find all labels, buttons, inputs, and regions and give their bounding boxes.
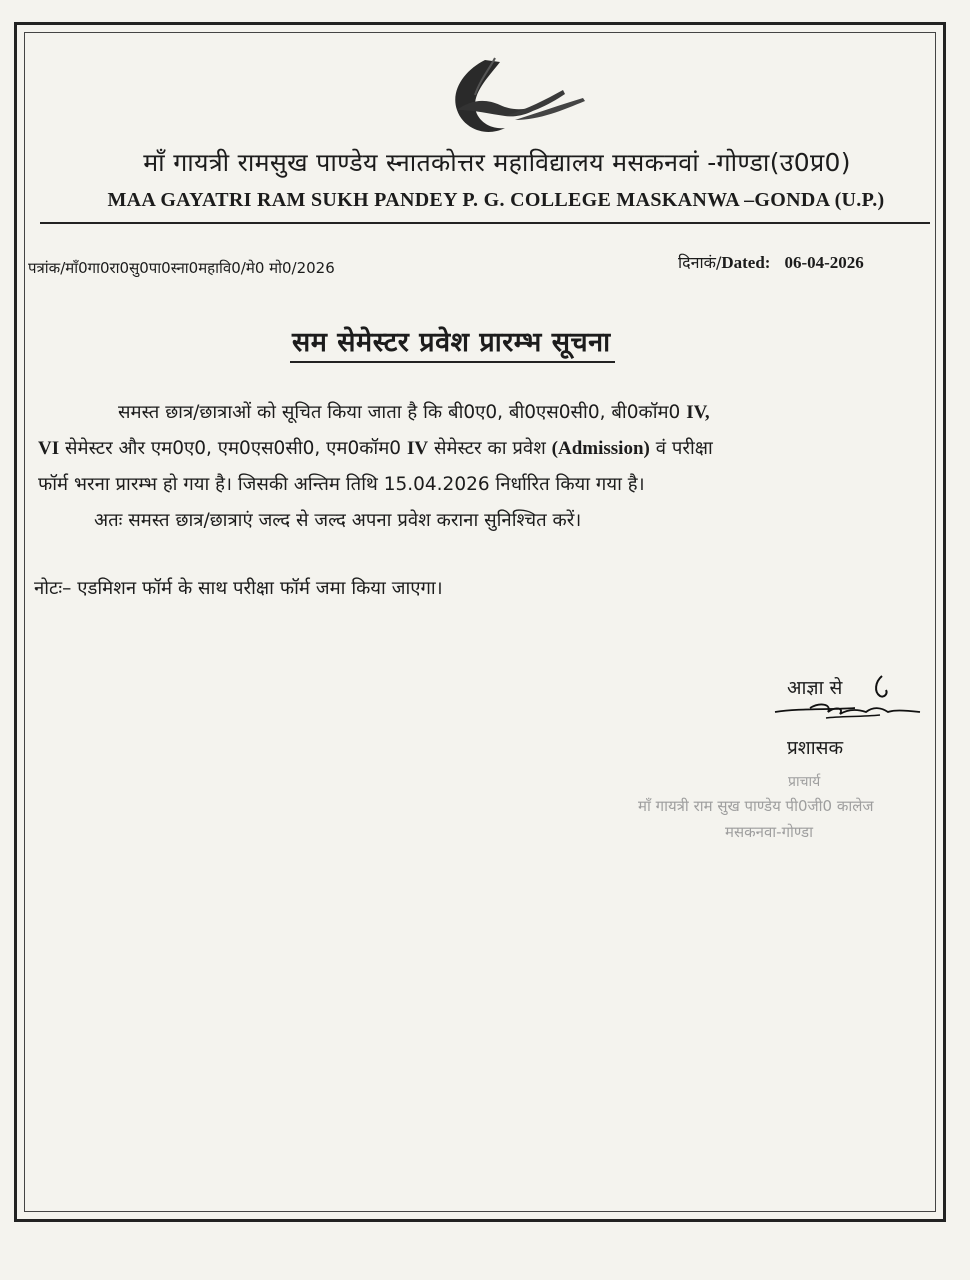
administrator-designation: प्रशासक bbox=[787, 737, 844, 759]
signature-icon bbox=[770, 668, 935, 728]
stamp-line-3: मसकनवा-गोण्डा bbox=[725, 823, 813, 841]
header-divider bbox=[40, 222, 930, 224]
stamp-line-2: माँ गायत्री राम सुख पाण्डेय पी0जी0 कालेज bbox=[638, 797, 874, 815]
body-line-1 bbox=[38, 395, 944, 431]
reference-number: पत्रांक/माँ0गा0रा0सु0पा0स्ना0महावि0/मे0 मो0/2026 bbox=[28, 259, 335, 277]
stamp-line-1: प्राचार्य bbox=[788, 774, 821, 790]
roman-vi: VI bbox=[38, 438, 60, 459]
date-line bbox=[678, 251, 864, 273]
college-name-english: MAA GAYATRI RAM SUKH PANDEY P. G. COLLEGE MASKANWA –GONDA (U.P.) bbox=[107, 189, 885, 211]
college-name-hindi: माँ गायत्री रामसुख पाण्डेय स्नातकोत्तर महाविद्यालय मसकनवां -गोण्डा(उ0प्र0) bbox=[143, 148, 851, 177]
notice-title: सम सेमेस्टर प्रवेश प्रारम्भ सूचना bbox=[290, 322, 615, 363]
date-value: 06-04-2026 bbox=[784, 253, 864, 272]
body-line-3: फॉर्म भरना प्रारम्भ हो गया है। जिसकी अन्तिम तिथि 15.04.2026 निर्धारित किया गया है। bbox=[38, 474, 645, 495]
body-line-2 bbox=[38, 431, 944, 467]
note-line: नोटः– एडमिशन फॉर्म के साथ परीक्षा फॉर्म जमा किया जाएगा। bbox=[34, 578, 443, 599]
date-label-hindi: दिनाकं/ bbox=[678, 253, 722, 272]
date-label-english: Dated: bbox=[721, 253, 771, 272]
body-line-1-text: समस्त छात्र/छात्राओं को सूचित किया जाता है कि बी0ए0, बी0एस0सी0, बी0कॉम0 bbox=[118, 402, 681, 423]
by-order-text: आज्ञा से bbox=[787, 677, 843, 699]
college-logo-icon bbox=[445, 50, 590, 145]
principal-stamp bbox=[630, 770, 950, 850]
body-line-2-tail: वं परीक्षा bbox=[655, 438, 713, 459]
body-line-4: अतः समस्त छात्र/छात्राएं जल्द से जल्द अपना प्रवेश कराना सुनिश्चित करें। bbox=[94, 510, 582, 531]
notice-body bbox=[38, 395, 944, 539]
admission-word: (Admission) bbox=[551, 438, 650, 459]
body-line-2-mid: सेमेस्टर और एम0ए0, एम0एस0सी0, एम0कॉम0 bbox=[65, 438, 402, 459]
roman-iv: IV, bbox=[686, 402, 710, 423]
body-line-2-end: सेमेस्टर का प्रवेश bbox=[433, 438, 546, 459]
roman-iv-2: IV bbox=[406, 438, 429, 459]
